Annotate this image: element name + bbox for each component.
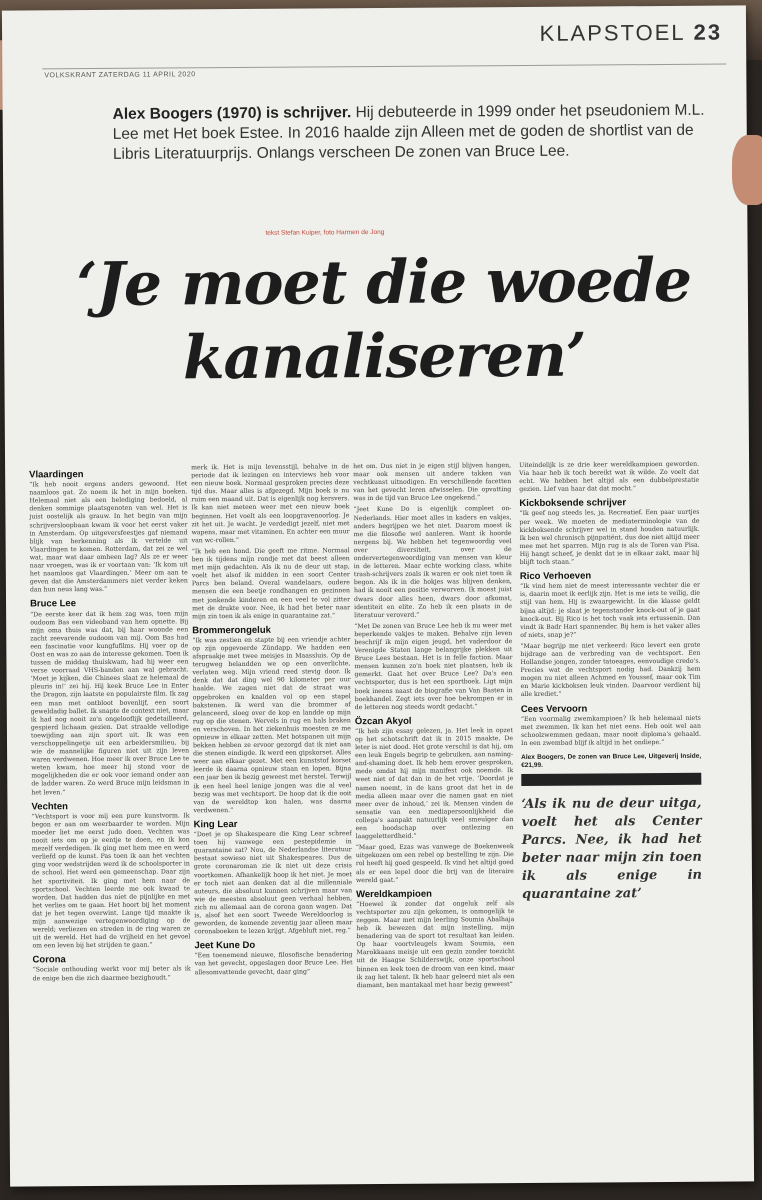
subheading: Cees Vervoorn	[520, 703, 588, 715]
paragraph: “Ik vind hem niet de meest interessante vechter die er is, daarin moet ik eerlijk zijn. Het is me iets te veilig, die stijl van hem. Hij is zwaargewicht. In die klasse geldt bijna altijd: je slaat je tegenstander knock-out of je gaat knock-out. Bij Rico is het toch vaak iets ertussenin. Dan vindt ik Badr Hari spannender. Bij hem is het vaker alles of niets, snap je?”	[519, 581, 701, 639]
dateline: VOLKSKRANT ZATERDAG 11 APRIL 2020	[44, 71, 196, 80]
column-4-body	[519, 461, 701, 748]
paragraph: Uiteindelijk is ze drie keer wereldkampioen geworden. Via haar heb ik toch bereikt wat ik wilde. Zo voelt dat echt. We hebben het altijd als een dubbelprestatie gezien. Lief van haar dat dat mocht.”	[519, 460, 700, 494]
subheading: Rico Verhoeven	[519, 570, 592, 583]
subheading: King Lear	[193, 818, 238, 831]
paragraph: “Ik heb een hond. Die geeft me ritme. Normaal ben ik tijdens mijn rondje met dat beest alleen met mijn gedachten. Als ik nu de deur uit stap, voelt het alsof ik midden in een soort Center Parcs ben beland. Overal wandelaars, oudere mensen die een beetje rondhangen en gezinnen met jonkende kinderen en een veel te vol zitter met de drukte voor. Nee, ik had het beter naar mijn zin toen ik als enige in quarantaine zat.”	[191, 547, 351, 620]
subheading: Wereldkampioen	[356, 888, 432, 900]
paragraph: “Doet je op Shakespeare die King Lear schreef toen hij vanwege een pestepidemie in quarantaine zat? Nou, de Nederlandse literatuur bestaat sowieso niet uit Shakespeares. Dus de grote coronaroman zie ik niet uit deze crisis voortkomen. Afhankelijk hoop ik het niet. Je moet er toch niet aan denken dat al die millenniale auteurs, die absoluut kunnen schrijven maar van wie de meesten absoluut geen verhaal hebben, zich nu allemaal aan de corona gaan wagen. Dat is, alsof het een soort Tweede Wereldoorlog is geworden, de komende zeventig jaar alleen maar coronaboeken te lezen krijgt. Afgebluft niet, reg.”	[193, 830, 353, 936]
paragraph: “Vechtsport is voor mij een pure kunstvorm. Ik begon er aan om weerbaarder te worden. Mijn moeder liet me eerst judo doen. Vechten was nooit iets om op je eentje te doen, en ik kon mezelf verdedigen. Ik ging met hem mee en werd verliefd op de kunst. Pas toen ik aan het vechten ging voor wedstrijden werd ik de schoolsporter in de school. Het werd een gemeenschap. Daar zijn het sportiviteit. Ik ging met hem naar de sportschool. Vechten leerde me ook kwaad te worden. Dat hadden dus niet de pijnlijke en met het verlies om te gaan. Het hoort bij het moment dat je het tegen overwint. Lange tijd maakte ik mijn aanwezige vertegenwoordiging op de wereld; verliezen en streden in de ring waren ze uit de wereld. Het had de vrijheid en het gevoel om een leven bij het strijden te gaan.”	[31, 812, 191, 950]
subheading: Brommerongeluk	[192, 624, 271, 637]
paragraph: het om. Dus niet in je eigen stijl blijven hangen, maar ook mensen uit andere takken van vechtkunst uitnodigen. En verschillende facetten van het gevecht leren afwisselen. Die opvatting was in de tijd van Bruce Lee ongekend.”	[353, 462, 512, 503]
paragraph: merk ik. Het is mijn levensstijl, behalve in de periode dat ik lezingen en interviews heb voor een nieuw boek. Normaal gesproken precies deze tijd dus. Maar alles is afgezegd. Mijn boek is nu ruim een maand uit. Dat is eigenlijk nog kersvers. Ik kan niet meteen weer met een nieuw boek beginnen. Het voelt als een loopgravenoorlog. Je zit het uit. Je wacht. Je verdedigt jezelf, niet met wapens, maar met vitaminen. En achter een muur van wc-rollen.”	[191, 463, 350, 545]
paragraph: “Ik heb nooit ergens anders gewoond. Het naamloos gat. Zo noem ik het in mijn boeken. Helemaal niet als een belediging bedoeld, al denken sommige plaatsgenoten van wel. Het is juist oostelijk als grauw. In het begin van mijn schrijversloopbaan kwam ik voor het eerst vaker in Amsterdam. Op uitgeversfeestjes gaf niemand blijk van herkenning als ik vertelde uit Vlaardingen te komen. Rotterdam, dat zei ze wel wat, maar wat daar omheen lag? Als ze er weer naar vroegen, was ik er voortaan van: ‘Ik kom uit het naamloos gat Vlaardingen.’ Meer om aan te geven dat die Amsterdammers niet verder keken dan hun neus lang was.”	[29, 480, 188, 594]
page-number: 23	[693, 19, 723, 45]
paragraph: “Een toenemend nieuwe, filosofische benadering van het gevecht, opgeslagen door Bruce Lee. Het allesomvattende gevecht, daar ging”	[194, 951, 353, 976]
paragraph: “Een voormalig zwemkampioen? Ik heb helemaal niets met zwemmen. Ik kan het niet eens. Heb ooit wel aan schoolzwemmen gedaan, maar nooit diploma's gehaald. In een zwembad blijf ik altijd in het ondiepe.”	[520, 714, 701, 747]
paragraph: “Ik heb zijn essay gelezen, ja. Het leek in opzet op het schotschrift dat ik in 2015 maakte, De leter is niet dood. Het grote verschil is dat hij, om een leuk Engels begrip te gebruiken, aan naming-and-shaming doet. Ik heb hem erover gesproken, mede omdat hij mijn manifest ook noemde. Ik weet niet of dat dan in de het vrije. ‘Doordat je namen noemt, in de kans groot dat het in de media alleen maar over die namen gaat en niet meer over de inhoud,’ zei ik. Mensen vinden de sensatie van een mediapersoonlijkheid die collega's aanpakt natuurlijk veel smeuïger dan een boodschap over ontlezing en laaggeletterdheid.”	[354, 726, 514, 841]
paragraph: “Hoewel ik zonder dat ongeluk zelf als vechtsporter zou zijn gekomen, is onmogelijk te zeggen. Maar met mijn leerling Soumia Abalhaja heb ik bewezen dat mijn instelling, mijn benadering van de sport tot resultaat kan leiden. Op haar voortvleugels kwam Soumia, een Marokkaans meisje uit een gezin zonder toezicht uit de Haagse Schilderswijk, onze sportschool binnen en leek toen de droom van een kind, maar ik zag het talent. Ik heb haar geleerd niet als een diamant, ben mantakaal met haar bezig geweest”	[356, 899, 515, 989]
header-rule	[42, 64, 726, 70]
intro	[113, 101, 713, 165]
paragraph: “Sociale onthouding werkt voor mij beter als ik de enige ben die zich daarmee bezighoudt.”	[32, 965, 191, 982]
photo-credit: tekst Stefan Kuiper, foto Harmen de Jong	[265, 228, 385, 237]
paragraph: “Maar goed, Ezas was vanwege de Boekenweek uitgekozen om een rebel op bestelling te zijn. Die rol heeft hij goed gespeeld. Ik vind het altijd goed als er een lepel door die brij van de literaire wereld gaat.”	[355, 843, 514, 884]
column-3	[353, 462, 515, 993]
intro-lead: Alex Boogers (1970) is schrijver.	[112, 104, 352, 123]
section-header	[540, 20, 723, 47]
paragraph: “Met De zonen van Bruce Lee heb ik nu weer met beperkende vakjes te maken. Behalve zijn leven beschrijf ik mijn eigen jeugd, het vaderdoor de Verenigde Staten lange belangrijke plekken uit Bruce Lees bestaan. Het is in felle faction. Maar mensen kunnen zo'n boek niet plaatsen, heb ik gemerkt. Gaat het over Bruce Lee? Da's een vechtsporter, dus is het een sportboek. Ligt mijn boek ineens naast de biografie van Van Basten in boekhandel. Zegt iets over hoe bekrompen er in de letteren nog steeds wordt gedacht.”	[354, 621, 513, 711]
intro-text: Hij debuteerde in 1999 onder het pseudoniem M.L. Lee met Het boek Estee. In 2016 haalde zijn Alleen met de goden de shortlist van de Libris Literatuurprijs. Onlangs verscheen De zonen van Bruce Lee.	[112, 101, 705, 163]
hand-right	[732, 135, 762, 205]
column-2	[191, 463, 353, 980]
subheading: Jeet Kune Do	[194, 940, 256, 952]
subheading: Bruce Lee	[30, 598, 77, 610]
paragraph: “Jeet Kune Do is eigenlijk compleet on-Nederlands. Hier moet alles in kaders en vakjes, anders begrijpen we het niet. Daarom moest ik me die filosofie wel aanleren. Want ik hoorde nergens bij. We hebben het tegenwoordig veel over diversiteit, over de ondervertegenwoordiging van mensen van kleur in de letteren. Maar echte working class, white trash-schrijvers zoals ik waren er ook niet toen ik begon. Als ik in die hokjes was blijven denken, had ik nooit een positie verworven. Ik moest juist dwars door alles heen, dwars door afkomst, identiteit en elite. Zo heb ik een plaats in de literatuur veroverd.”	[353, 505, 513, 619]
paragraph: “Maar begrijp me niet verkeerd: Rico levert een grote bijdrage aan de verbreding van de vechtsport. Een Hollandse jongen, zonder tatoeages, eenvoudige credo's. Precies wat de vechtsport nodig had. Dankzij hem mogen nu niet alleen Achmed en Youssef, maar ook Tim en Marie kickboksen leuk vinden. Daarvoor verdient hij alle krediet.”	[520, 641, 701, 699]
paragraph: “De eerste keer dat ik hem zag was, toen mijn oudoom Bas een videoband van hem opnette. Bij mijn oma thuis was dat, bij haar woonde een zacht zeevarende oudoom van mij. Oom Bas had een fascinatie voor kungfufilms. Hij voer op de Oost en was zo aan de interesse gekomen. Toen ik tussen de middag thuiskwam, had hij weer een verse voorraad VHS-banden aan wal gebracht. ‘Moet je kijken, die Chinees slaat ze helemaal de pleuris in!’ zei hij. Hij keek Bruce Lee in Enter the Dragon, zijn laatste en populairste film. Ik zag een man met ontbloot bovenlijf, een soort geweldadig ballet. Ik snapte de context niet, maar ik had nog nooit zo'n ongelooflijk gedetailleerd, gespierd lichaam gezien. Dat straalde vellodige toewijding aan zijn sport uit. Ik was een verschoppelingetje uit een arbeidersmilieu, bij wie de mannelijke figuren niet uit zijn leven waren verdwenen. Hoe meer ik over Bruce Lee te weten kwam, hoe meer hij stond voor de mogelijkheden die er ook voor iemand onder aan de ladder waren. Zo werd Bruce mijn leidsman in het leven.”	[30, 609, 190, 796]
subheading: Corona	[32, 954, 66, 966]
column-4	[519, 461, 702, 904]
subheading: Vlaardingen	[29, 469, 84, 481]
subheading: Kickboksende schrijver	[519, 497, 627, 510]
headline: ‘Je moet die woede kanaliseren’	[76, 245, 692, 394]
pull-quote: ‘Als ik nu de deur uitga, voelt het als Center Parcs. Nee, ik had het beter naar mijn zin toen ik als enige in quarantaine zat’	[521, 795, 703, 903]
subheading: Özcan Akyol	[354, 715, 412, 727]
section-name: KLAPSTOEL	[539, 19, 686, 46]
subheading: Vechten	[31, 800, 68, 813]
newspaper-page	[2, 5, 754, 1186]
paragraph: “Ik geef nog steeds les, ja. Recreatief. Een paar uurtjes per week. We moeten de mediaterminologie van de kickboksende schrijver wel in stand houden natuurlijk. Ik ben wel chronisch pijnpatiënt, dus doe niet altijd meer mee met het sparren. Mijn rug is als de Toren van Pisa. Hij hangt scheef, je denkt dat ie in elkaar zakt, maar hij blijft toch staan.”	[519, 509, 700, 567]
column-1	[29, 464, 191, 986]
paragraph: “Ik was zestien en stapte bij een vriendje achter op zijn opgevoerde Zündapp. We hadden een afspraakje met twee meisjes in Maassluis. Op de terugweg belandden we op een onverlichte, verlaten weg. Mijn vriend reed stevig door. Ik denk dat dat ding wel 90 kilometer per uur haalde. We zagen niet dat de straat was opgebroken en knalden vol op een stapel bakstenen. Ik werd van die brommer af gelanceerd, sloeg over de kop en landde op mijn rug op die stenen. Wervels in rug en hals braken en verschoven. In het ziekenhuis moesten ze me opnieuw in elkaar zetten. Met botspanen uit mijn bekken hebben ze ervoor gezorgd dat ik niet aan die stenen eindigde. Ik werd een gipskorset. Alles weer aan elkaar gezet. Met een kunststof korset leerde ik daarna opnieuw staan en lopen. Bijna een jaar ben ik bezig geweest met herstel. Terwijl ik een heel heel lenige jongen was die al veel bezig was met vechtsport. De hoop dat ik die ooit van de wereldtop kon halen, was daarna verdwenen.”	[192, 636, 352, 815]
book-credit: Alex Boogers, De zonen van Bruce Lee, Uitgeverij Inside, €21,99.	[521, 753, 701, 786]
